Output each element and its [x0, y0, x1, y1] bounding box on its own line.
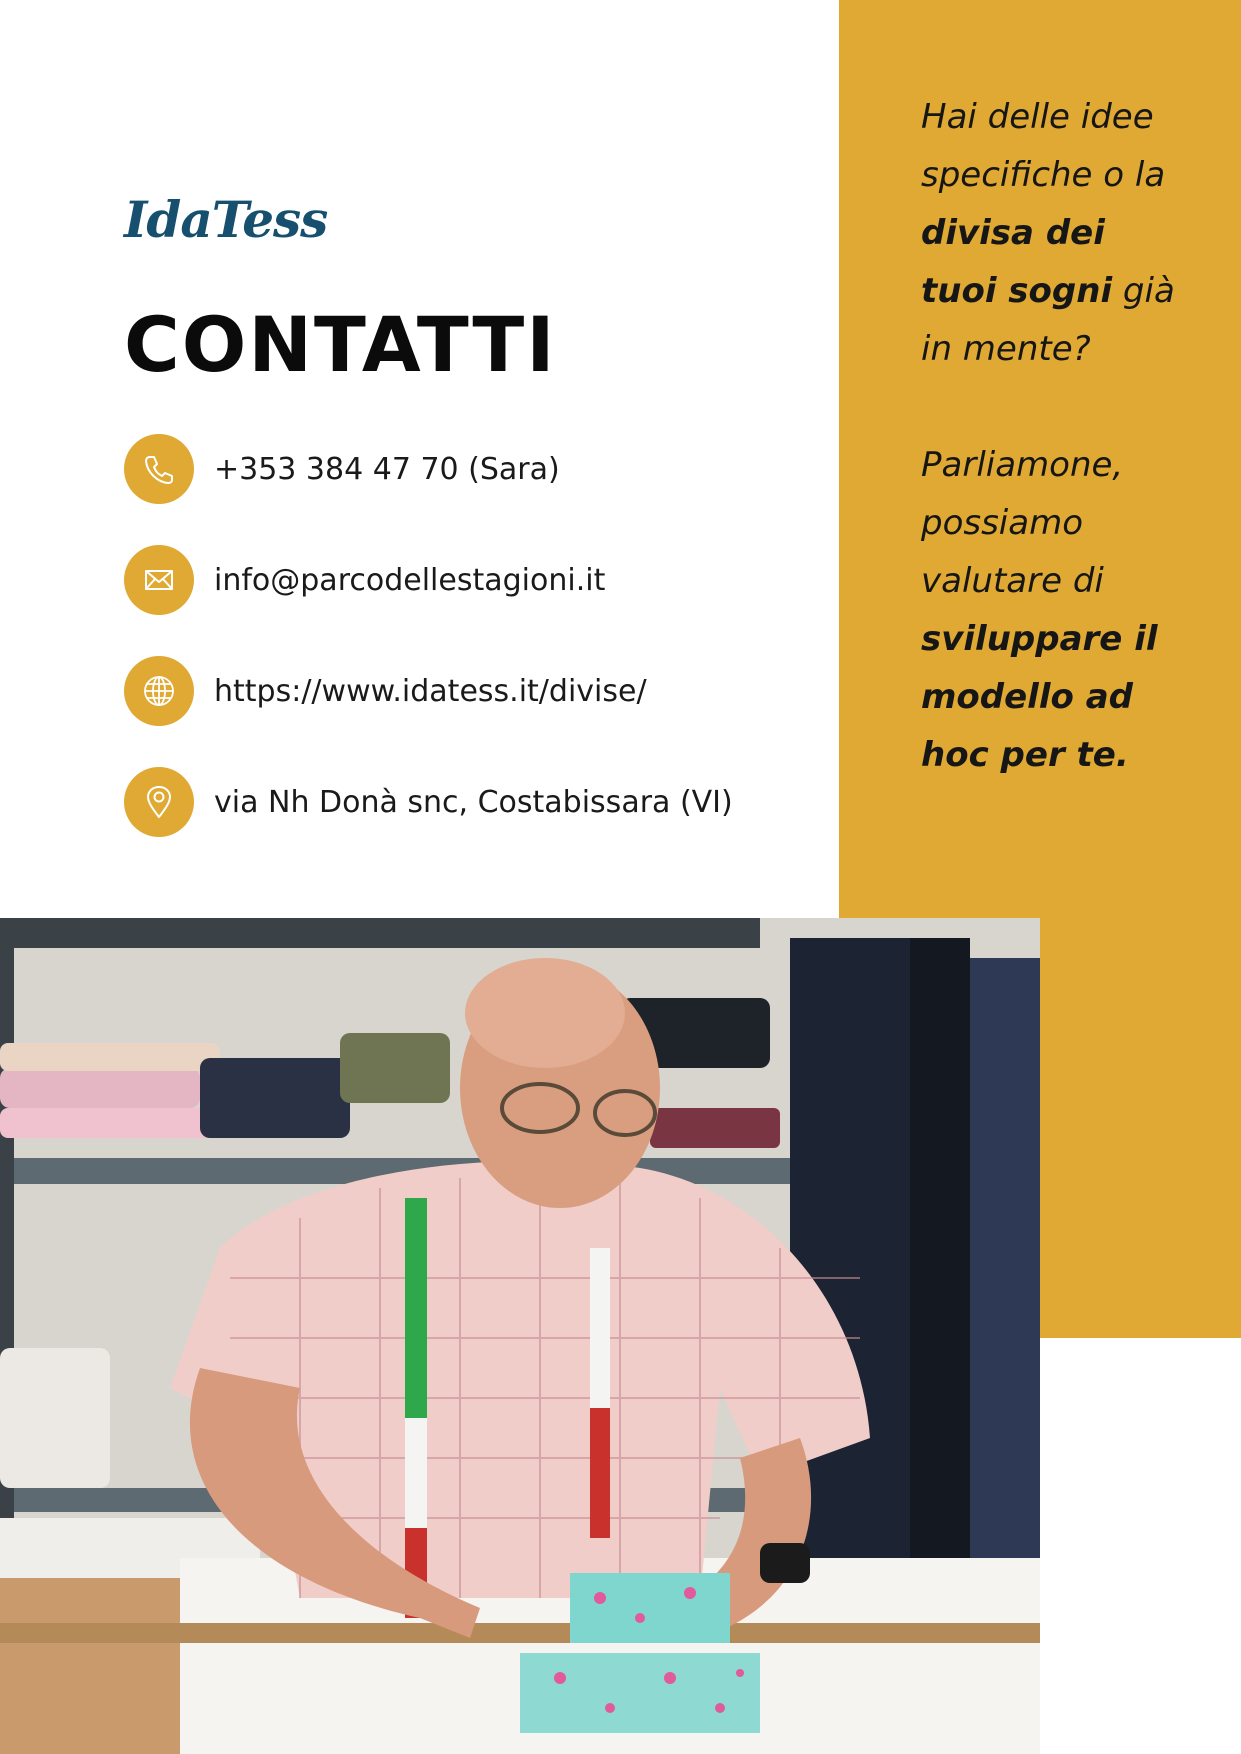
phone-icon: [124, 434, 194, 504]
invitation-text: [921, 88, 1221, 784]
quote-line: in mente?: [921, 329, 1091, 369]
website-url: https://www.idatess.it/divise/: [214, 673, 647, 709]
page-title: CONTATTI: [124, 300, 557, 389]
brand-logo: IdaTess: [124, 190, 328, 249]
quote-bold: hoc per te.: [921, 735, 1129, 775]
tailor-photo: [0, 918, 1040, 1754]
quote-bold: tuoi sogni: [921, 271, 1113, 311]
quote-line: possiamo: [921, 503, 1084, 543]
globe-icon: [124, 656, 194, 726]
location-pin-icon: [124, 767, 194, 837]
quote-bold: modello ad: [921, 677, 1133, 717]
email-address: info@parcodellestagioni.it: [214, 562, 606, 598]
phone-number: +353 384 47 70 (Sara): [214, 451, 560, 487]
quote-line: specifiche o la: [921, 155, 1166, 195]
contact-address[interactable]: [124, 767, 733, 837]
quote-line: Hai delle idee: [921, 97, 1154, 137]
quote-line: già: [1112, 271, 1175, 311]
quote-line: valutare di: [921, 561, 1104, 601]
mail-icon: [124, 545, 194, 615]
contact-email[interactable]: [124, 545, 605, 615]
contact-website[interactable]: [124, 656, 647, 726]
quote-bold: sviluppare il: [921, 619, 1158, 659]
quote-line: Parliamone,: [921, 445, 1124, 485]
contact-phone[interactable]: [124, 434, 560, 504]
street-address: via Nh Donà snc, Costabissara (VI): [214, 784, 733, 820]
quote-bold: divisa dei: [921, 213, 1105, 253]
